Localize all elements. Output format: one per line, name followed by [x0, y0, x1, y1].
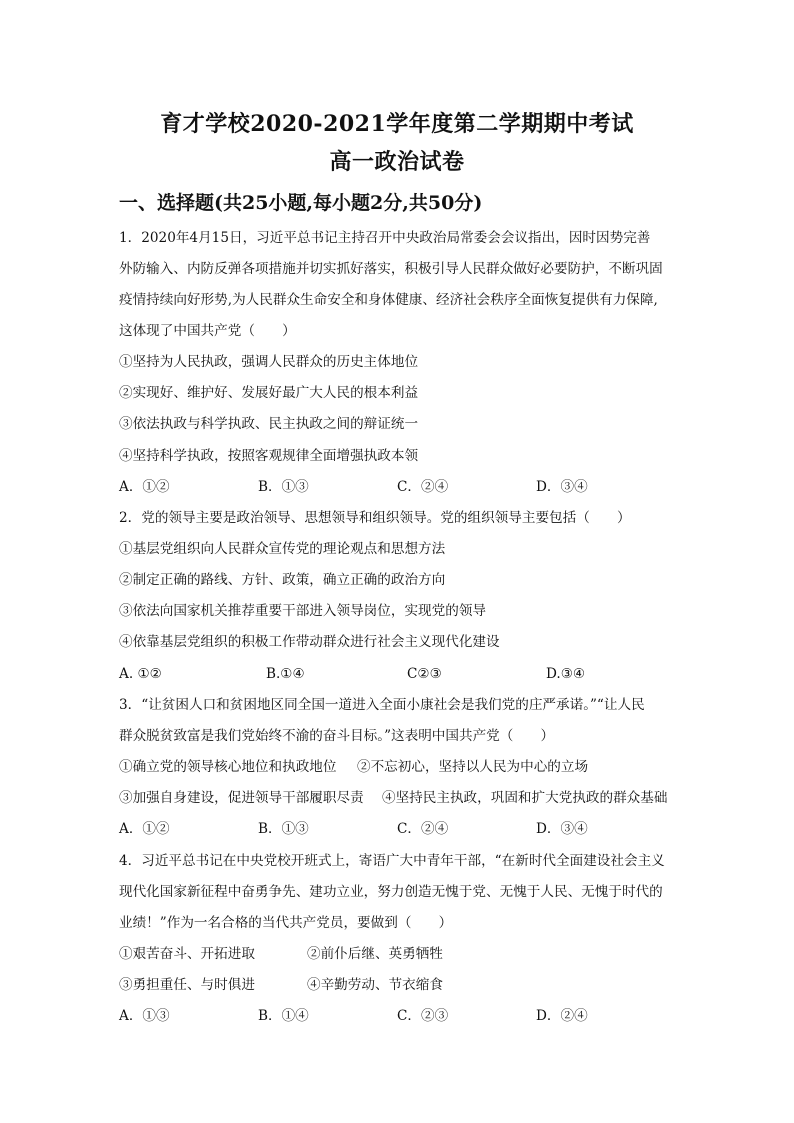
- option-d: D.③④: [546, 666, 586, 682]
- question-3-item: ②不忘初心，坚持以人民为中心的立场: [357, 759, 589, 775]
- question-1-item: ④坚持科学执政，按照客观规律全面增强执政本领: [119, 448, 419, 464]
- option-d: D．③④: [536, 821, 588, 837]
- question-1-stem-line: 疫情持续向好形势,为人民群众生命安全和身体健康、经济社会秩序全面恢复提供有力保障,: [119, 292, 658, 308]
- exam-title: 育才学校2020-2021学年度第二学期期中考试: [160, 111, 634, 137]
- question-4-item: ①艰苦奋斗、开拓进取: [119, 946, 255, 962]
- question-1-item: ③依法执政与科学执政、民主执政之间的辩证统一: [119, 416, 419, 432]
- question-1-stem-line: 1．2020年4月15日，习近平总书记主持召开中央政治局常委会会议指出，因时因势完善: [119, 230, 651, 246]
- question-4-stem-line: 现代化国家新征程中奋勇争先、建功立业，努力创造无愧于党、无愧于人民、无愧于时代的: [119, 884, 663, 900]
- section-heading: 一、选择题(共25小题,每小题2分,共50分): [119, 192, 483, 214]
- option-c: C．②④: [397, 479, 449, 495]
- option-d: D．②④: [536, 1008, 588, 1024]
- option-a: A．①③: [119, 1008, 170, 1024]
- question-1-stem-line: 外防输入、内防反弹各项措施并切实抓好落实，积极引导人民群众做好必要防护，不断巩固: [119, 261, 663, 277]
- question-4-item: ④辛勤劳动、节衣缩食: [307, 977, 443, 993]
- question-4-stem-line: 4．习近平总书记在中央党校开班式上，寄语广大中青年干部，“在新时代全面建设社会主义: [119, 853, 665, 869]
- question-1-stem-line: 这体现了中国共产党（ ）: [119, 323, 296, 339]
- option-c: C．②③: [397, 1008, 449, 1024]
- option-b: B．①④: [258, 1008, 309, 1024]
- question-3-stem-line: 群众脱贫致富是我们党始终不渝的奋斗目标。”这表明中国共产党（ ）: [119, 728, 555, 744]
- option-b: B．①③: [258, 821, 309, 837]
- question-3-item: ①确立党的领导核心地位和执政地位: [119, 759, 337, 775]
- option-d: D．③④: [536, 479, 588, 495]
- question-3-item: ④坚持民主执政，巩固和扩大党执政的群众基础: [382, 790, 668, 806]
- option-a: A．①②: [119, 479, 170, 495]
- option-c: C．②④: [397, 821, 449, 837]
- question-3-item: ③加强自身建设，促进领导干部履职尽责: [119, 790, 364, 806]
- question-3-stem-line: 3．“让贫困人口和贫困地区同全国一道进入全面小康社会是我们党的庄严承诺。”“让人民: [119, 697, 645, 713]
- question-4-item: ②前仆后继、英勇牺牲: [307, 946, 443, 962]
- question-2-item: ①基层党组织向人民群众宣传党的理论观点和思想方法: [119, 541, 446, 557]
- option-c: C②③: [407, 666, 442, 682]
- question-1-item: ②实现好、维护好、发展好最广大人民的根本利益: [119, 385, 419, 401]
- question-2-item: ②制定正确的路线、方针、政策，确立正确的政治方向: [119, 572, 446, 588]
- question-1-item: ①坚持为人民执政，强调人民群众的历史主体地位: [119, 354, 419, 370]
- question-4-item: ③勇担重任、与时俱进: [119, 977, 255, 993]
- option-b: B．①③: [258, 479, 309, 495]
- exam-subtitle: 高一政治试卷: [329, 149, 465, 175]
- option-a: A. ①②: [119, 666, 162, 682]
- option-b: B.①④: [266, 666, 305, 682]
- question-2-item: ③依法向国家机关推荐重要干部进入领导岗位，实现党的领导: [119, 603, 487, 619]
- question-2-item: ④依靠基层党组织的积极工作带动群众进行社会主义现代化建设: [119, 634, 500, 650]
- question-2-stem-line: 2．党的领导主要是政治领导、思想领导和组织领导。党的组织领导主要包括（ ）: [119, 510, 631, 526]
- question-4-stem-line: 业绩！”作为一名合格的当代共产党员，要做到（ ）: [119, 915, 453, 931]
- option-a: A．①②: [119, 821, 170, 837]
